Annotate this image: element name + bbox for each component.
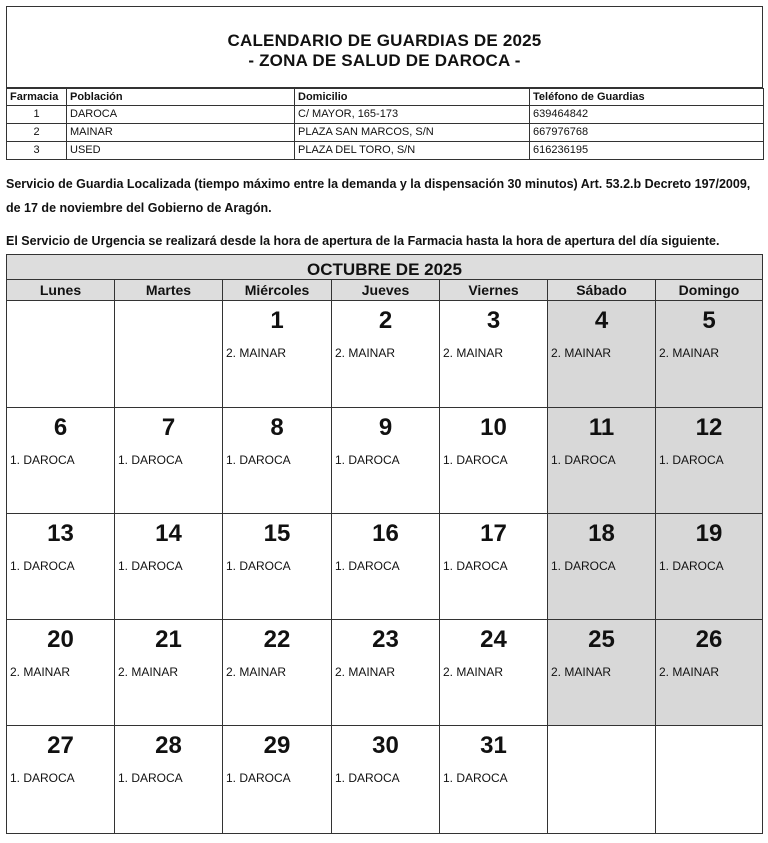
duty-pharmacy-label: 2. MAINAR	[226, 665, 287, 679]
day-number: 14	[155, 520, 182, 547]
column-header-farmacia: Farmacia	[7, 89, 67, 106]
pharmacy-number: 2	[7, 124, 67, 142]
column-header-telefono: Teléfono de Guardias	[530, 89, 764, 106]
service-note: Servicio de Guardia Localizada (tiempo máximo entre la demanda y la dispensación 30 minutos) Art. 53.2.b Decreto 197/2009, de 17 de noviembre del Gobierno de Aragón.	[6, 177, 751, 215]
day-number: 7	[161, 414, 176, 441]
calendar-day-cell	[332, 408, 440, 514]
duty-pharmacy-label: 2. MAINAR	[335, 665, 396, 679]
day-number: 26	[695, 626, 723, 653]
pharmacy-town: USED	[67, 142, 295, 160]
urgency-note: El Servicio de Urgencia se realizará desde la hora de apertura de la Farmacia hasta la hora de apertura del día siguiente.	[6, 234, 720, 248]
day-number: 25	[588, 626, 615, 653]
calendar-grid	[6, 254, 763, 834]
weekday-header-viernes: Viernes	[440, 280, 548, 301]
duty-pharmacy-label: 2. MAINAR	[335, 346, 396, 360]
calendar-day-cell	[548, 408, 656, 514]
duty-pharmacy-label: 1. DAROCA	[659, 453, 724, 467]
day-number: 10	[480, 414, 507, 441]
pharmacy-address: PLAZA DEL TORO, S/N	[295, 142, 530, 160]
calendar-day-cell	[7, 408, 115, 514]
duty-pharmacy-label: 1. DAROCA	[443, 771, 508, 785]
duty-pharmacy-label: 2. MAINAR	[443, 665, 504, 679]
calendar-day-cell	[440, 514, 548, 620]
duty-pharmacy-label: 1. DAROCA	[335, 771, 400, 785]
duty-pharmacy-label: 1. DAROCA	[10, 453, 75, 467]
calendar-day-cell	[115, 408, 223, 514]
calendar-day-cell	[332, 514, 440, 620]
duty-pharmacy-label: 1. DAROCA	[118, 453, 183, 467]
day-number: 22	[263, 626, 291, 653]
calendar-day-cell	[656, 301, 762, 408]
duty-pharmacy-label: 2. MAINAR	[551, 665, 612, 679]
day-number: 15	[263, 520, 291, 547]
calendar-day-cell	[115, 514, 223, 620]
day-number: 27	[47, 732, 74, 759]
duty-pharmacy-label: 1. DAROCA	[226, 559, 291, 573]
pharmacy-phone: 639464842	[530, 106, 764, 124]
day-number: 16	[372, 520, 399, 547]
duty-pharmacy-label: 1. DAROCA	[118, 771, 183, 785]
empty-day-cell	[7, 301, 115, 408]
document-subtitle: - ZONA DE SALUD DE DAROCA -	[248, 51, 521, 70]
duty-pharmacy-label: 2. MAINAR	[659, 346, 720, 360]
document-title: CALENDARIO DE GUARDIAS DE 2025	[227, 31, 542, 50]
calendar-day-cell	[223, 301, 332, 408]
pharmacy-town: DAROCA	[67, 106, 295, 124]
pharmacy-number: 3	[7, 142, 67, 160]
duty-pharmacy-label: 1. DAROCA	[659, 559, 724, 573]
duty-pharmacy-label: 1. DAROCA	[335, 453, 400, 467]
calendar-day-cell	[656, 620, 762, 726]
day-number: 30	[372, 732, 399, 759]
duty-pharmacy-label: 2. MAINAR	[551, 346, 612, 360]
pharmacy-phone: 667976768	[530, 124, 764, 142]
duty-pharmacy-label: 1. DAROCA	[118, 559, 183, 573]
calendar-day-cell	[7, 620, 115, 726]
duty-pharmacy-label: 1. DAROCA	[551, 453, 616, 467]
day-number: 31	[480, 732, 507, 759]
day-number: 9	[378, 414, 393, 441]
calendar-day-cell	[656, 514, 762, 620]
empty-day-cell	[115, 301, 223, 408]
calendar-day-cell	[223, 514, 332, 620]
empty-day-cell	[548, 726, 656, 833]
weekday-header-martes: Martes	[115, 280, 223, 301]
calendar-day-cell	[440, 408, 548, 514]
calendar-day-cell	[332, 620, 440, 726]
duty-pharmacy-label: 1. DAROCA	[10, 559, 75, 573]
pharmacy-table	[6, 88, 764, 160]
calendar-day-cell	[440, 301, 548, 408]
table-row	[7, 106, 764, 124]
calendar-day-cell	[656, 408, 762, 514]
column-header-domicilio: Domicilio	[295, 89, 530, 106]
weekday-header-sabado: Sábado	[548, 280, 656, 301]
day-number: 17	[480, 520, 507, 547]
calendar-month-title: OCTUBRE DE 2025	[7, 255, 762, 280]
empty-day-cell	[656, 726, 762, 833]
calendar-day-cell	[548, 514, 656, 620]
day-number: 8	[270, 414, 284, 441]
day-number: 5	[702, 307, 716, 334]
duty-pharmacy-label: 1. DAROCA	[226, 771, 291, 785]
day-number: 13	[47, 520, 74, 547]
duty-pharmacy-label: 2. MAINAR	[118, 665, 179, 679]
weekday-header-jueves: Jueves	[332, 280, 440, 301]
pharmacy-town: MAINAR	[67, 124, 295, 142]
table-row	[7, 124, 764, 142]
day-number: 19	[695, 520, 723, 547]
pharmacy-table-header	[7, 89, 764, 106]
day-number: 11	[588, 414, 615, 441]
calendar-day-cell	[7, 514, 115, 620]
duty-pharmacy-label: 1. DAROCA	[443, 559, 508, 573]
calendar-day-cell	[548, 301, 656, 408]
calendar-day-cell	[223, 408, 332, 514]
weekday-header-miercoles: Miércoles	[223, 280, 332, 301]
duty-pharmacy-label: 1. DAROCA	[10, 771, 75, 785]
calendar-day-cell	[115, 726, 223, 833]
pharmacy-phone: 616236195	[530, 142, 764, 160]
weekday-header-lunes: Lunes	[7, 280, 115, 301]
weekday-header-domingo: Domingo	[656, 280, 762, 301]
calendar-day-cell	[115, 620, 223, 726]
duty-pharmacy-label: 2. MAINAR	[659, 665, 720, 679]
column-header-poblacion: Población	[67, 89, 295, 106]
calendar-day-cell	[223, 620, 332, 726]
day-number: 4	[594, 307, 609, 334]
calendar-day-cell	[332, 301, 440, 408]
duty-pharmacy-label: 2. MAINAR	[226, 346, 287, 360]
duty-pharmacy-label: 1. DAROCA	[443, 453, 508, 467]
day-number: 18	[588, 520, 615, 547]
day-number: 23	[372, 626, 399, 653]
duty-pharmacy-label: 2. MAINAR	[443, 346, 504, 360]
day-number: 12	[695, 414, 723, 441]
day-number: 20	[47, 626, 74, 653]
pharmacy-number: 1	[7, 106, 67, 124]
pharmacy-address: PLAZA SAN MARCOS, S/N	[295, 124, 530, 142]
calendar-day-cell	[332, 726, 440, 833]
duty-pharmacy-label: 2. MAINAR	[10, 665, 71, 679]
day-number: 29	[263, 732, 291, 759]
calendar-day-cell	[223, 726, 332, 833]
duty-pharmacy-label: 1. DAROCA	[335, 559, 400, 573]
day-number: 3	[486, 307, 501, 334]
day-number: 28	[155, 732, 182, 759]
calendar-day-cell	[548, 620, 656, 726]
day-number: 21	[155, 626, 182, 653]
day-number: 6	[53, 414, 68, 441]
calendar-day-cell	[440, 726, 548, 833]
duty-pharmacy-label: 1. DAROCA	[551, 559, 616, 573]
day-number: 1	[270, 307, 284, 334]
day-number: 2	[378, 307, 393, 334]
document-title-box	[6, 6, 763, 88]
table-row	[7, 142, 764, 160]
duty-pharmacy-label: 1. DAROCA	[226, 453, 291, 467]
calendar-day-cell	[440, 620, 548, 726]
day-number: 24	[480, 626, 507, 653]
calendar-day-cell	[7, 726, 115, 833]
pharmacy-address: C/ MAYOR, 165-173	[295, 106, 530, 124]
